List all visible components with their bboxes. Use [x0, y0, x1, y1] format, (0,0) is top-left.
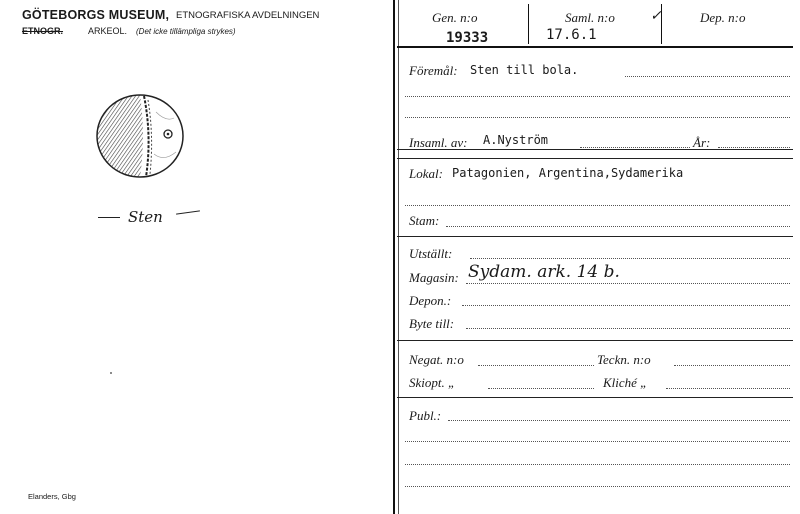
publ-dots-2: [405, 441, 790, 442]
foremal-dots: [625, 76, 790, 77]
magasin-dots: [466, 283, 790, 284]
check-mark: ✓: [650, 8, 662, 24]
foremal-dots-2: [405, 96, 790, 97]
gen-label: Gen. n:o: [432, 10, 478, 25]
depon-dots: [462, 305, 790, 306]
stam-label: Stam:: [409, 213, 440, 228]
foremal-label: Föremål:: [409, 63, 458, 78]
skiopt-dots: [488, 388, 594, 389]
dep-label: Dep. n:o: [700, 10, 746, 25]
caption-underline-left: [98, 217, 120, 218]
stone-sketch: [94, 92, 190, 184]
ar-dots: [718, 147, 790, 148]
arkeol-label: ARKEOL.: [88, 26, 128, 36]
byte-dots: [466, 328, 790, 329]
foremal-value: Sten till bola.: [470, 63, 579, 77]
rule-stam: [397, 236, 793, 237]
rule-skiopt: [397, 397, 793, 398]
skiopt-label: Skiopt. „: [409, 375, 456, 390]
teckn-label: Teckn. n:o: [597, 352, 651, 367]
ar-label: År:: [693, 135, 711, 150]
etnogr-label: ETNOGR.: [22, 26, 64, 36]
negat-dots: [478, 365, 594, 366]
foremal-dots-3: [405, 117, 790, 118]
museum-name: GÖTEBORGS MUSEUM,: [22, 8, 170, 22]
saml-label: Saml. n:o: [565, 10, 615, 25]
insaml-label: Insaml. av:: [409, 135, 468, 150]
utstallt-dots: [470, 258, 790, 259]
kliche-dots: [666, 388, 790, 389]
depon-label: Depon.:: [409, 293, 452, 308]
magasin-value: Sydam. ark. 14 b.: [468, 262, 620, 282]
insaml-dots: [580, 147, 690, 148]
kliche-label: Kliché „: [603, 375, 648, 390]
rule-byte: [397, 340, 793, 341]
publ-dots-3: [405, 464, 790, 465]
caption-underline-right: [176, 210, 200, 214]
publ-dots: [448, 420, 790, 421]
department-name: ETNOGRAFISKA AVDELNINGEN: [176, 10, 320, 21]
gen-value: 19333: [446, 30, 489, 46]
card-left-border: [393, 0, 395, 514]
printer-credit: Elanders, Gbg: [28, 492, 76, 501]
utstallt-label: Utställt:: [409, 246, 453, 261]
publ-dots-4: [405, 486, 790, 487]
magasin-label: Magasin:: [409, 270, 459, 285]
speck: [110, 372, 112, 374]
header-note: (Det icke tillämpliga strykes): [136, 27, 236, 36]
publ-label: Publ.:: [409, 408, 442, 423]
negat-label: Negat. n:o: [409, 352, 464, 367]
sketch-caption: Sten: [128, 208, 163, 226]
card-inner-border: [398, 0, 399, 514]
byte-label: Byte till:: [409, 316, 455, 331]
teckn-dots: [674, 365, 790, 366]
lokal-label: Lokal:: [409, 166, 443, 181]
insaml-value: A.Nyström: [483, 133, 549, 147]
col-divider-1: [528, 4, 529, 44]
saml-value: 17.6.1: [546, 27, 597, 43]
lokal-dots-2: [405, 205, 790, 206]
rule-top: [397, 46, 793, 48]
lokal-value: Patagonien, Argentina,Sydamerika: [452, 166, 684, 180]
stam-dots: [446, 226, 790, 227]
rule-lokal: [397, 158, 793, 159]
